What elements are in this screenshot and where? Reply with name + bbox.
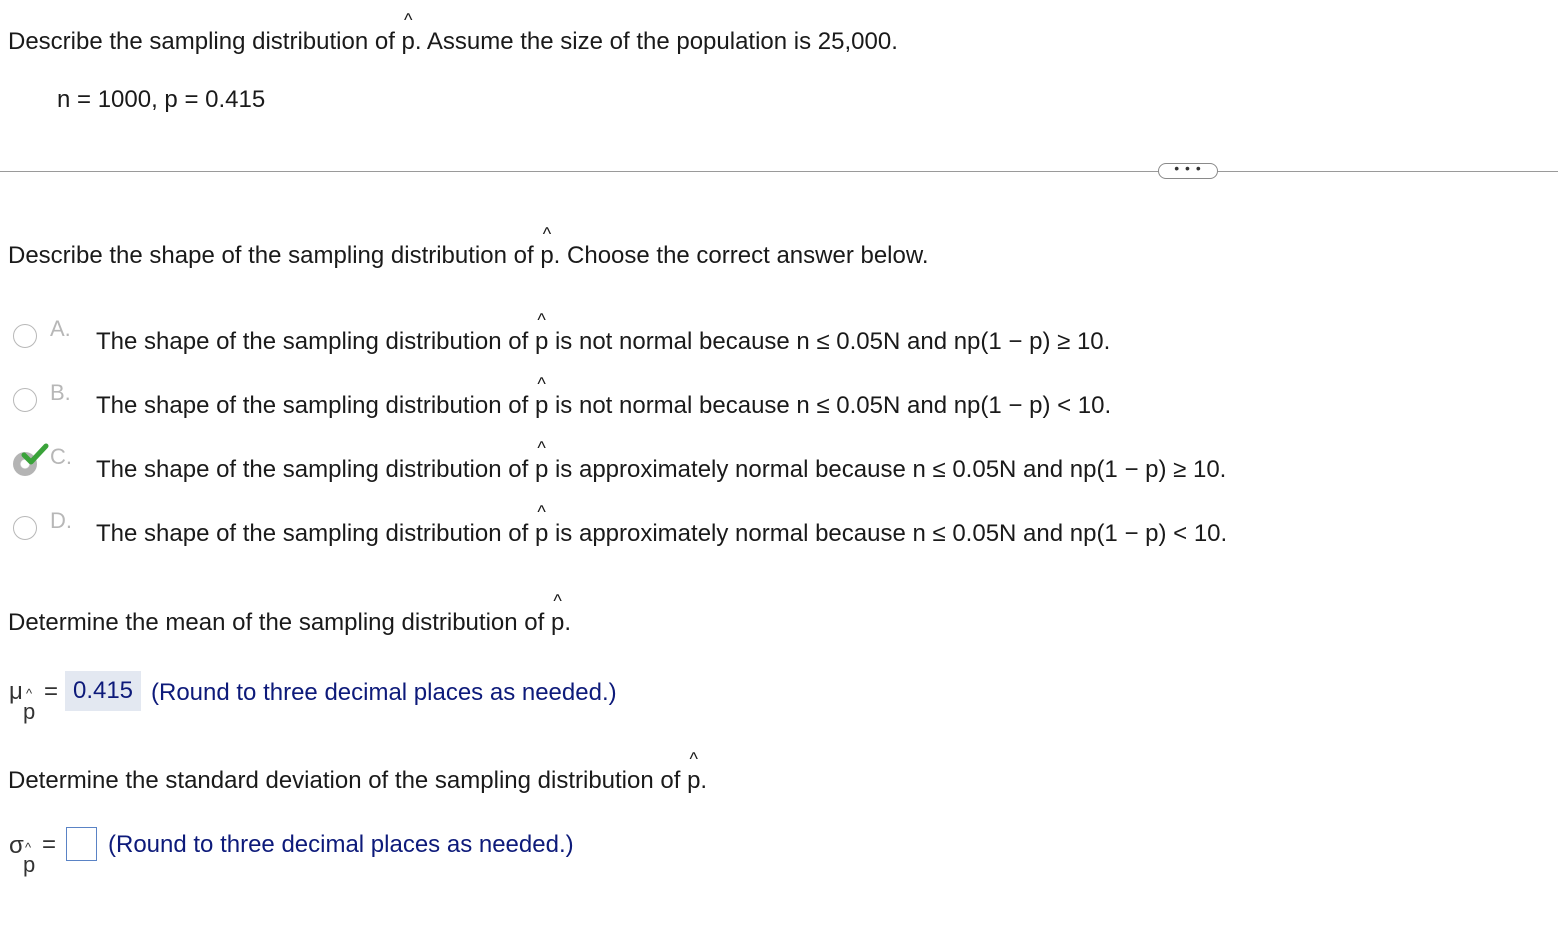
problem-statement-prefix: Describe the sampling distribution of: [8, 28, 395, 55]
option-text: [96, 392, 1111, 420]
option-letter: D.: [50, 508, 72, 533]
sigma-symbol: σ: [9, 832, 24, 859]
part2-question-prefix: Determine the mean of the sampling distribution of: [8, 609, 545, 636]
checkmark-icon: [20, 442, 50, 468]
option-b[interactable]: [10, 380, 1410, 426]
option-text-prefix: The shape of the sampling distribution of: [96, 520, 529, 547]
part3-question-suffix: .: [700, 767, 708, 794]
part1-question-prefix: Describe the shape of the sampling distribution of: [8, 242, 534, 269]
mean-hint: (Round to three decimal places as needed.): [151, 679, 617, 706]
given-values: n = 1000, p = 0.415: [57, 86, 266, 113]
p-hat-symbol: ^ p: [687, 767, 700, 795]
std-dev-hint: (Round to three decimal places as needed.): [108, 831, 574, 858]
option-text-prefix: The shape of the sampling distribution of: [96, 392, 529, 419]
p-hat-symbol: ^ p: [535, 328, 548, 356]
option-letter: B.: [50, 380, 71, 405]
hat-icon: ^: [25, 840, 32, 855]
option-a[interactable]: [10, 316, 1410, 362]
equals-sign: =: [44, 678, 59, 705]
hat-icon: ^: [26, 686, 33, 701]
mu-symbol: μ: [9, 678, 23, 705]
sigma-subscript: p: [23, 852, 36, 877]
problem-statement-suffix: . Assume the size of the population is 25,000.: [414, 28, 898, 55]
part1-question-suffix: . Choose the correct answer below.: [553, 242, 929, 269]
p-hat-symbol: ^ p: [535, 520, 548, 548]
mean-answer: 0.415: [65, 671, 141, 711]
option-c[interactable]: [10, 444, 1410, 490]
problem-statement: [8, 28, 898, 56]
std-dev-input[interactable]: [66, 827, 97, 861]
option-text-prefix: The shape of the sampling distribution of: [96, 328, 529, 355]
p-hat-symbol: ^ p: [551, 609, 564, 637]
radio-button-a[interactable]: [13, 324, 37, 348]
radio-button-b[interactable]: [13, 388, 37, 412]
option-text-suffix: is approximately normal because n ≤ 0.05N and np(1 − p) ≥ 10.: [548, 456, 1227, 483]
part2-question-suffix: .: [564, 609, 571, 636]
section-divider: [0, 171, 1558, 172]
p-hat-symbol: ^ p: [535, 392, 548, 420]
radio-button-d[interactable]: [13, 516, 37, 540]
option-text-prefix: The shape of the sampling distribution of: [96, 456, 529, 483]
p-hat-symbol: ^ p: [535, 456, 548, 484]
option-text: [96, 328, 1110, 356]
more-options-button[interactable]: • • •: [1158, 163, 1218, 179]
part3-question-prefix: Determine the standard deviation of the sampling distribution of: [8, 767, 681, 794]
part1-question: [8, 242, 929, 270]
equals-sign: =: [42, 831, 57, 858]
part2-question: [8, 609, 571, 637]
p-hat-symbol: ^ p: [540, 242, 553, 270]
part3-question: [8, 767, 707, 795]
option-text: [96, 520, 1227, 548]
option-text-suffix: is not normal because n ≤ 0.05N and np(1 − p) ≥ 10.: [548, 328, 1111, 355]
option-d[interactable]: [10, 508, 1410, 554]
p-hat-symbol: ^ p: [402, 28, 415, 56]
mu-subscript: p: [23, 699, 36, 724]
option-letter: A.: [50, 316, 71, 341]
option-text: [96, 456, 1226, 484]
option-text-suffix: is not normal because n ≤ 0.05N and np(1 − p) < 10.: [548, 392, 1112, 419]
option-text-suffix: is approximately normal because n ≤ 0.05N and np(1 − p) < 10.: [548, 520, 1228, 547]
option-letter: C.: [50, 444, 72, 469]
